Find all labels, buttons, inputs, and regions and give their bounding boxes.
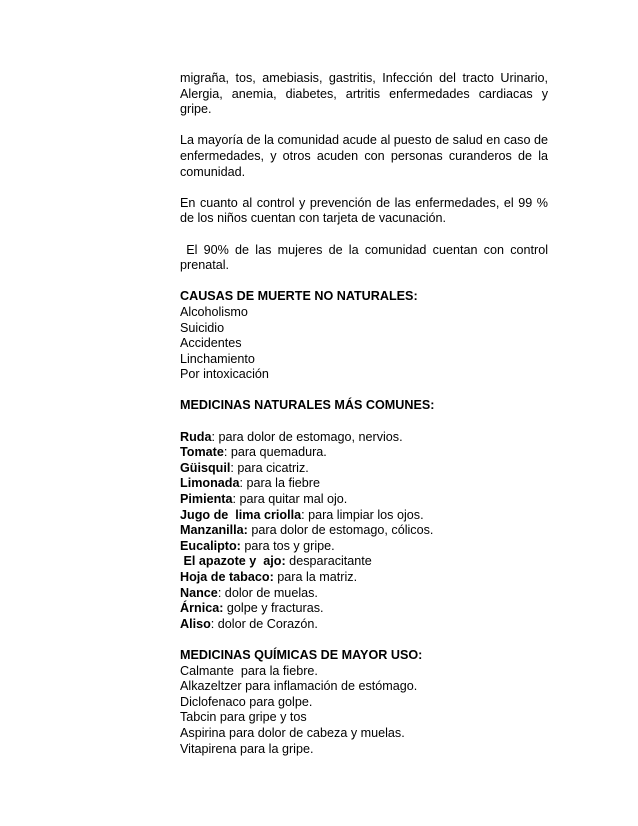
list-item: Calmante para la fiebre.	[180, 663, 318, 678]
list-item	[180, 601, 548, 617]
medicine-name: El apazote y ajo:	[180, 554, 286, 569]
list-item	[180, 586, 548, 602]
medicine-name: Hoja de tabaco:	[180, 570, 274, 584]
paragraph-prenatal: El 90% de las mujeres de la comunidad cuentan con control prenatal.	[180, 242, 552, 273]
causes-heading: CAUSAS DE MUERTE NO NATURALES:	[180, 289, 418, 304]
list-item	[180, 508, 548, 524]
medicine-name: Jugo de lima criolla	[180, 507, 302, 522]
list-item: Diclofenaco para golpe.	[180, 694, 313, 709]
medicine-use: : para la fiebre	[239, 476, 320, 491]
list-item	[180, 539, 548, 555]
medicine-use: : para quitar mal ojo.	[232, 492, 348, 507]
medicine-use: : para quemadura.	[223, 445, 327, 460]
list-item	[180, 461, 548, 477]
list-item	[180, 430, 548, 446]
medicine-use: : dolor de Corazón.	[210, 616, 318, 631]
medicine-use: : para dolor de estomago, nervios.	[211, 429, 403, 444]
medicine-name: Aliso	[180, 616, 211, 631]
list-item	[180, 523, 548, 539]
paragraph-vaccination: En cuanto al control y prevención de las enfermedades, el 99 % de los niños cuentan con tarjeta de vacunación.	[180, 195, 548, 226]
medicine-name: Eucalipto:	[180, 538, 241, 553]
list-item	[180, 570, 548, 586]
medicine-use: para dolor de estomago, cólicos.	[247, 523, 434, 538]
list-item: Suicidio	[180, 320, 225, 335]
list-item: Aspirina para dolor de cabeza y muelas.	[180, 725, 405, 740]
medicine-use: : dolor de muelas.	[217, 585, 318, 600]
medicine-use: para tos y gripe.	[240, 538, 335, 553]
medicine-use: golpe y fracturas.	[223, 601, 324, 616]
natural-medicines-heading: MEDICINAS NATURALES MÁS COMUNES:	[180, 398, 435, 413]
natural-medicines-section	[180, 398, 548, 632]
document-page	[180, 71, 552, 773]
chemical-medicines-section	[180, 648, 548, 757]
list-item: Alkazeltzer para inflamación de estómago.	[180, 679, 418, 694]
medicine-name: Limonada	[180, 476, 240, 491]
medicine-name: Ruda	[180, 429, 212, 444]
spacer	[180, 414, 548, 430]
list-item	[180, 492, 548, 508]
list-item	[180, 476, 548, 492]
list-item	[180, 554, 548, 570]
paragraph-health-post: La mayoría de la comunidad acude al puesto de salud en caso de enfermedades, y otros acuden con personas curanderos de la comunidad.	[180, 133, 548, 179]
list-item: Tabcin para gripe y tos	[180, 710, 307, 725]
medicine-name: Güisquil	[180, 460, 231, 475]
list-item: Linchamiento	[180, 351, 255, 366]
medicine-use: para la matriz.	[273, 570, 358, 584]
list-item	[180, 617, 548, 633]
chemical-medicines-heading: MEDICINAS QUÍMICAS DE MAYOR USO:	[180, 647, 423, 662]
medicine-name: Tomate	[180, 445, 224, 460]
medicine-use: desparacitante	[285, 554, 372, 569]
medicine-name: Pimienta	[180, 492, 233, 507]
medicine-name: Árnica:	[180, 601, 224, 616]
list-item: Por intoxicación	[180, 367, 269, 382]
list-item: Alcoholismo	[180, 304, 248, 319]
list-item	[180, 445, 548, 461]
medicine-name: Nance	[180, 585, 218, 600]
paragraph-diseases: migraña, tos, amebiasis, gastritis, Infección del tracto Urinario, Alergia, anemia, diabetes, artritis enfermedades cardiacas y gripe.	[180, 71, 548, 117]
causes-section	[180, 289, 548, 383]
list-item: Vitapirena para la gripe.	[180, 741, 314, 756]
medicine-name: Manzanilla:	[180, 523, 248, 538]
list-item: Accidentes	[180, 336, 242, 351]
medicine-use: : para limpiar los ojos.	[301, 507, 424, 522]
medicine-use: : para cicatriz.	[230, 460, 309, 475]
